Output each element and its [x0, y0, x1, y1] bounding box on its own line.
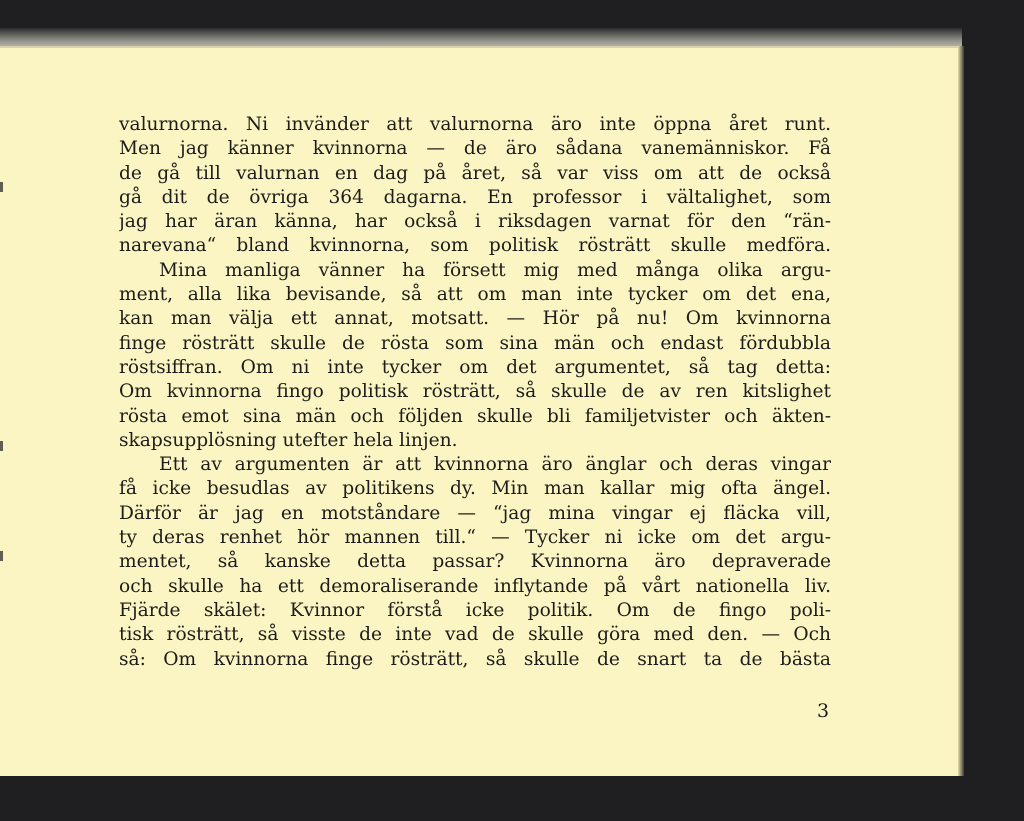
text-line: valurnorna. Ni invänder att valurnorna äro inte öppna året runt.: [119, 114, 831, 135]
text-line: rösta emot sina män och följden skulle bli familjetvister och äkten-: [119, 405, 831, 427]
text-line: kan man välja ett annat, motsatt. — Hör på nu! Om kvinnorna: [119, 308, 831, 330]
text-line: finge rösträtt skulle de rösta som sina män och endast fördubbla: [119, 332, 831, 354]
text-line: Om kvinnorna fingo politisk rösträtt, så skulle de av ren kitslighet: [119, 381, 831, 403]
left-scan-mark: [0, 441, 3, 451]
text-line: Fjärde skälet: Kvinnor förstå icke politik. Om de fingo poli-: [119, 599, 831, 621]
left-scan-mark: [0, 551, 3, 561]
text-line: tisk rösträtt, så visste de inte vad de skulle göra med den. — Och: [119, 624, 831, 646]
text-line: ty deras renhet hör mannen till.“ — Tycker ni icke om det argu-: [119, 527, 831, 549]
page-number: 3: [817, 700, 830, 722]
paragraph-first-line: Ett av argumenten är att kvinnorna äro änglar och deras vingar: [159, 454, 831, 476]
text-line: gå dit de övriga 364 dagarna. En professor i vältalighet, som: [119, 186, 831, 208]
text-line: de gå till valurnan en dag på året, så var viss om att de också: [119, 162, 831, 184]
text-line: ment, alla lika bevisande, så att om man inte tycker om det ena,: [119, 284, 831, 306]
text-line: narevana“ bland kvinnorna, som politisk rösträtt skulle medföra.: [119, 235, 831, 257]
text-line: mentet, så kanske detta passar? Kvinnorna äro depraverade: [119, 551, 831, 573]
text-line: så: Om kvinnorna finge rösträtt, så skulle de snart ta de bästa: [119, 648, 831, 670]
page-right-edge: [958, 46, 964, 776]
paragraph-first-line: Mina manliga vänner ha försett mig med många olika argu-: [159, 259, 831, 281]
text-line: skapsupplösning utefter hela linjen.: [119, 429, 458, 451]
text-line: få icke besudlas av politikens dy. Min man kallar mig ofta ängel.: [119, 478, 831, 500]
text-line: Därför är jag en motståndare — “jag mina vingar ej fläcka vill,: [119, 502, 831, 524]
text-line: och skulle ha ett demoraliserande inflytande på vårt nationella liv.: [119, 575, 831, 597]
text-line: jag har äran känna, har också i riksdagen varnat för den “rän-: [119, 211, 831, 233]
left-scan-mark: [0, 182, 3, 192]
text-line: Men jag känner kvinnorna — de äro sådana vanemänniskor. Få: [119, 138, 831, 160]
page-text: [119, 113, 831, 672]
text-line: röstsiffran. Om ni inte tycker om det argumentet, så tag detta:: [119, 356, 831, 378]
